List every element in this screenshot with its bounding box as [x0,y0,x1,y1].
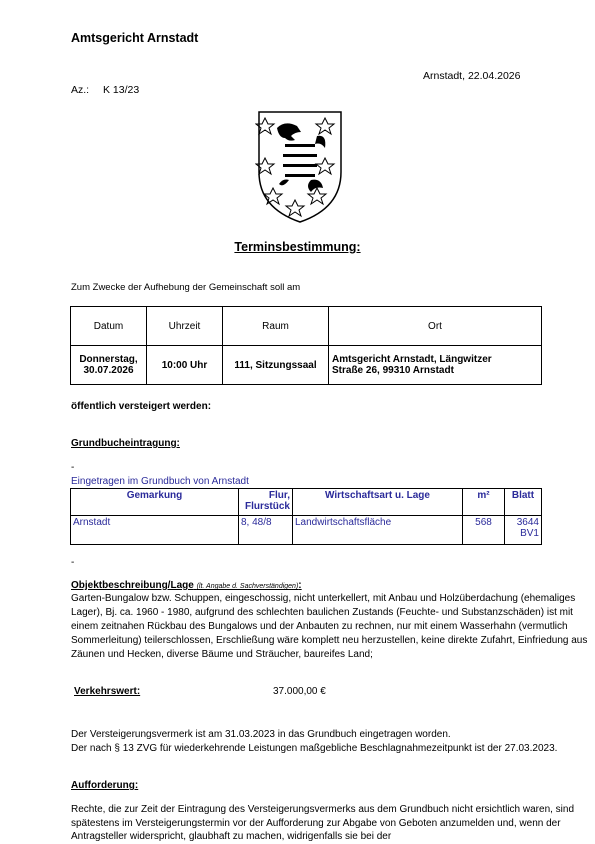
auction-note-line1: Der Versteigerungsvermerk ist am 31.03.2023 in das Grundbuch eingetragen worden. [71,729,451,740]
header-flur-line2: Flurstück [244,501,290,512]
land-register-header-row [71,489,542,516]
appointment-table [70,306,542,385]
cell-wirtschaftsart: Landwirtschaftsfläche [293,516,463,545]
az-value: K 13/23 [103,84,140,96]
land-register-title: Grundbucheintragung: [71,438,180,449]
header-room: Raum [223,307,329,346]
object-title-main: Objektbeschreibung/Lage [71,580,194,591]
dash-marker: - [71,462,75,473]
header-m2: m² [463,489,505,516]
appointment-date [71,346,147,385]
land-register-table [70,488,542,545]
page-title: Terminsbestimmung: [234,240,361,254]
header-flur-line1: Flur, [268,490,290,501]
market-value-label: Verkehrswert: [74,686,141,697]
thuringia-coat-of-arms-icon [255,108,345,226]
request-title: Aufforderung: [71,780,139,791]
header-blatt: Blatt [505,489,542,516]
table-row [71,516,542,545]
cell-flur: 8, 48/8 [239,516,293,545]
header-place: Ort [329,307,542,346]
cell-blatt-line2: BV1 [520,528,539,539]
appointment-place-line2: Straße 26, 99310 Arnstadt [332,365,454,376]
appointment-place [329,346,542,385]
cell-gemarkung: Arnstadt [71,516,239,545]
court-name: Amtsgericht Arnstadt [71,31,199,45]
appointment-date-value: 30.07.2026 [83,365,134,376]
az-label: Az.: [71,84,90,96]
object-description-text: Garten-Bungalow bzw. Schuppen, eingeschossig, nicht unterkellert, mit Anbau und Holzüberdachung (ehemaliges Lager), Bj. ca. 1960 - 1980, aufgrund des schlechten baulichen Zustands (Feuchte- und Substanzschäden) ist mit einem zeitnahen Rückbau des Bungalows und der Anbauten zu rechnen, nur mit einem Wasserhahn (vermutlich Sommerleitung) teilerschlossen, Erschließung wäre komplett neu herzustellen, keine direkte Zufahrt, Einfriedung aus Zäunen und Hecken, diverse Bäume und Sträucher, baureifes Land; [71,593,588,660]
cell-m2: 568 [463,516,505,545]
appointment-time: 10:00 Uhr [147,346,223,385]
place-date: Arnstadt, 22.04.2026 [423,70,521,82]
header-flur [239,489,293,516]
auction-note-line2: Der nach § 13 ZVG für wiederkehrende Leistungen maßgebliche Beschlagnahmezeitpunkt ist der 27.03.2023. [71,742,558,754]
appointment-weekday: Donnerstag, [79,354,138,365]
land-register-subtitle: Eingetragen im Grundbuch von Arnstadt [71,476,249,487]
appointment-header-row [71,307,542,346]
object-description-title [71,580,302,591]
cell-blatt-line1: 3644 [516,517,539,528]
object-title-colon: : [298,580,302,591]
header-time: Uhrzeit [147,307,223,346]
intro-text: Zum Zwecke der Aufhebung der Gemeinschaft soll am [71,282,301,293]
appointment-value-row [71,346,542,385]
appointment-room: 111, Sitzungssaal [223,346,329,385]
auction-note-text [71,728,591,755]
header-date: Datum [71,307,147,346]
dash-marker: - [71,557,75,568]
appointment-place-line1: Amtsgericht Arnstadt, Längwitzer [332,354,492,365]
header-gemarkung: Gemarkung [71,489,239,516]
auction-statement: öffentlich versteigert werden: [71,401,212,412]
object-title-note: (lt. Angabe d. Sachverständigen) [196,583,299,590]
request-text: Rechte, die zur Zeit der Eintragung des Versteigerungsvermerks aus dem Grundbuch nicht ersichtlich waren, sind spätestens im Versteigerungstermin vor der Aufforderung zur Abgabe von Geboten anzumelden und, wenn der Antragsteller widerspricht, glaubhaft zu machen, widrigenfalls sie bei der [71,804,575,842]
cell-blatt [505,516,542,545]
header-wirtschaftsart: Wirtschaftsart u. Lage [293,489,463,516]
market-value: 37.000,00 € [273,686,326,697]
